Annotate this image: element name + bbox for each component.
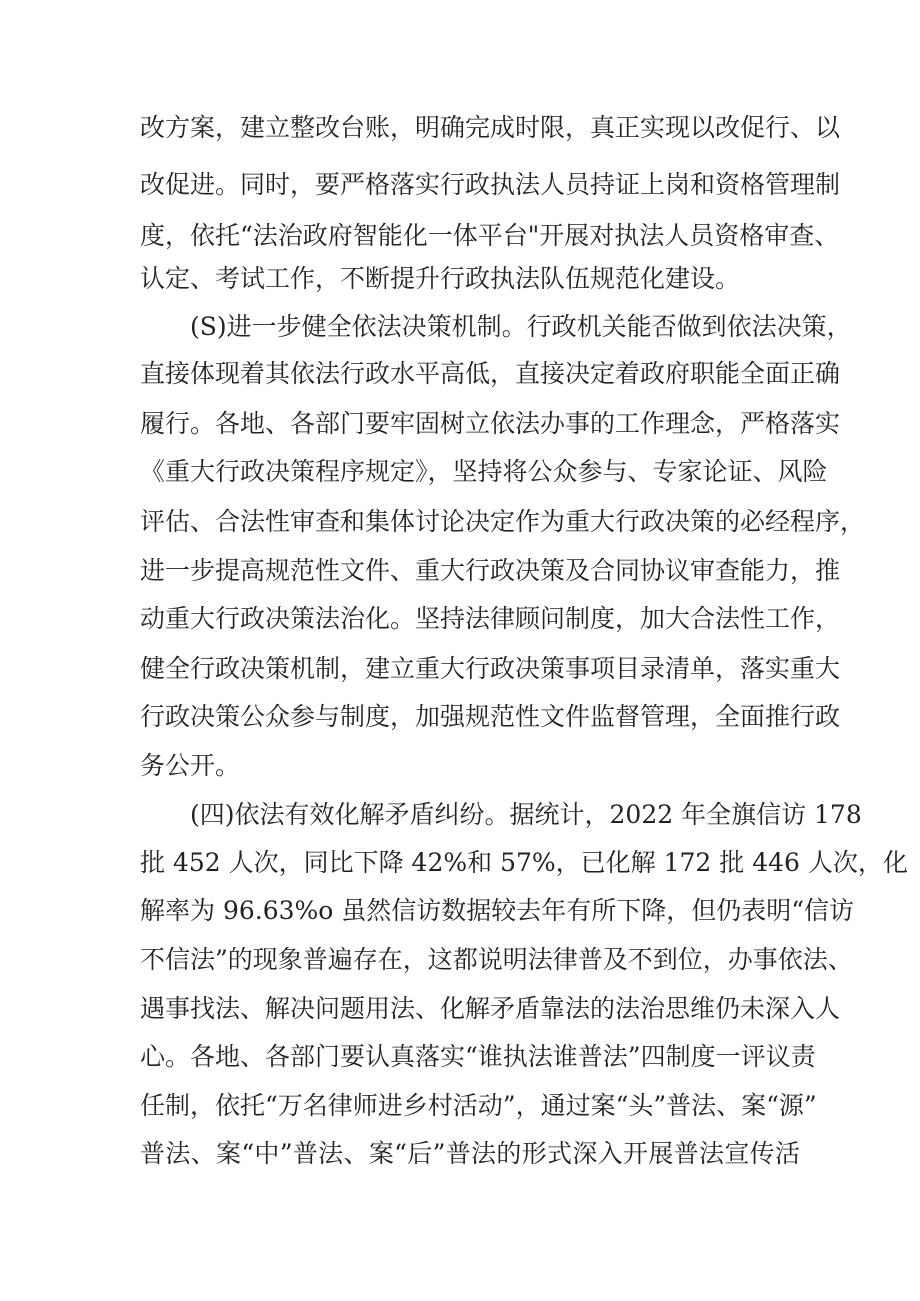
text-line: 心。各地、各部门要认真落实“谁执法谁普法”四制度一评议责 xyxy=(140,1042,816,1071)
text-line: 动重大行政决策法治化。坚持法律顾问制度，加大合法性工作， xyxy=(140,604,841,633)
text-line: 解率为 96.63%o 虽然信访数据较去年有所下降，但仍表明“信访 xyxy=(140,896,855,925)
text-line: 改方案，建立整改台账，明确完成时限，真正实现以改促行、以 xyxy=(140,113,841,142)
text-line: 直接体现着其依法行政水平高低，直接决定着政府职能全面正确 xyxy=(140,359,841,388)
text-line: 批 452 人次，同比下降 42%和 57%，已化解 172 批 446 人次，化 xyxy=(140,848,908,877)
text-line: 普法、案“中”普法、案“后”普法的形式深入开展普法宣传活 xyxy=(140,1139,800,1168)
text-line: 务公开。 xyxy=(140,751,241,780)
text-line: 任制，依托“万名律师进乡村活动”，通过案“头”普法、案“源” xyxy=(140,1091,817,1120)
text-line: 改促进。同时，要严格落实行政执法人员持证上岗和资格管理制 xyxy=(140,170,841,199)
text-line: 进一步提高规范性文件、重大行政决策及合同协议审查能力，推 xyxy=(140,556,841,585)
text-line: 健全行政决策机制，建立重大行政决策事项目录清单，落实重大 xyxy=(140,654,841,683)
section-heading-line: (S)进一步健全依法决策机制。行政机关能否做到依法决策， xyxy=(190,312,852,341)
text-line: 度，依托“法治政府智能化一体平台"开展对执法人员资格审查、 xyxy=(140,221,840,250)
text-line: 认定、考试工作，不断提升行政执法队伍规范化建设。 xyxy=(140,264,741,293)
text-line: 履行。各地、各部门要牢固树立依法办事的工作理念，严格落实 xyxy=(140,409,841,438)
text-line: 评估、合法性审查和集体讨论决定作为重大行政决策的必经程序， xyxy=(140,507,866,536)
text-line: 遇事找法、解决问题用法、化解矛盾靠法的法治思维仍未深入人 xyxy=(140,994,841,1023)
text-line: 行政决策公众参与制度，加强规范性文件监督管理，全面推行政 xyxy=(140,702,841,731)
section-heading-line: (四)依法有效化解矛盾纠纷。据统计，2022 年全旗信访 178 xyxy=(190,800,862,829)
text-line: 《重大行政决策程序规定》，坚持将公众参与、专家论证、风险 xyxy=(140,457,828,486)
text-line: 不信法”的现象普遍存在，这都说明法律普及不到位，办事依法、 xyxy=(140,945,853,974)
